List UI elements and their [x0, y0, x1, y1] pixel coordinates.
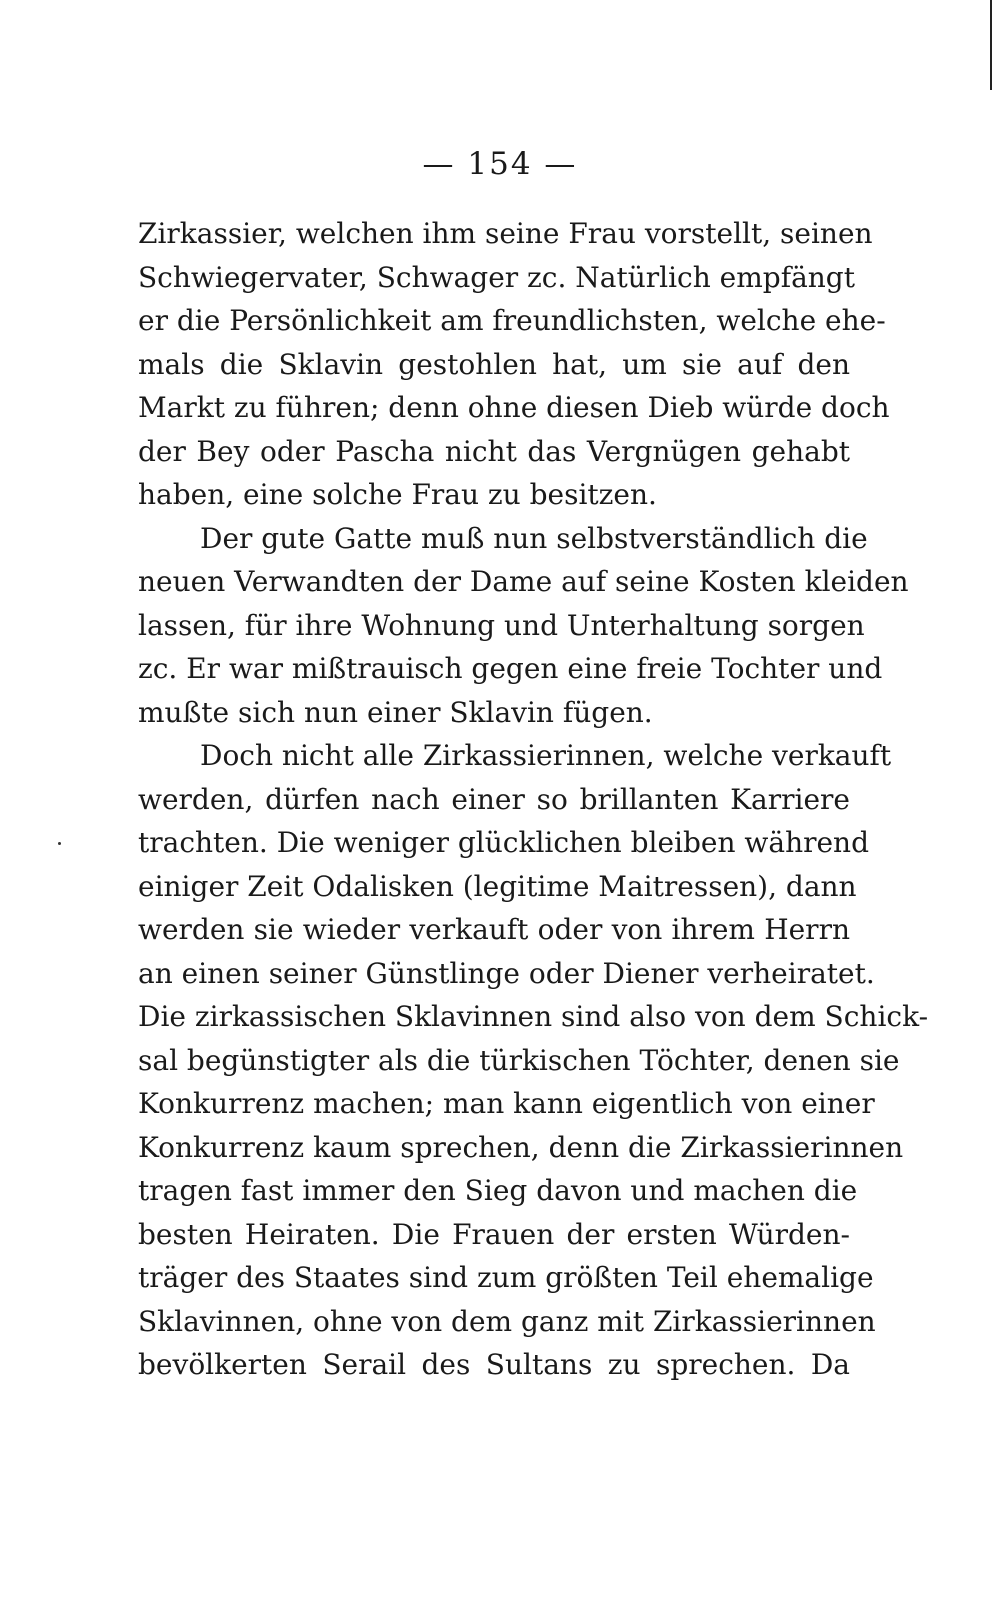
text-line: neuen Verwandten der Dame auf seine Kosten kleiden [138, 565, 909, 598]
text-line: Markt zu führen; denn ohne diesen Dieb würde doch [138, 391, 890, 424]
text-line: werden, dürfen nach einer so brillanten Karriere [138, 782, 850, 816]
text-line: besten Heiraten. Die Frauen der ersten Würden- [138, 1217, 850, 1251]
text-line: Der gute Gatte muß nun selbstverständlich die [200, 521, 868, 555]
text-line: der Bey oder Pascha nicht das Vergnügen gehabt [138, 434, 850, 468]
text-line: an einen seiner Günstlinge oder Diener verheiratet. [138, 956, 875, 990]
text-line: lassen, für ihre Wohnung und Unterhaltung sorgen [138, 608, 865, 642]
text-line: haben, eine solche Frau zu besitzen. [138, 478, 657, 511]
text-line: sal begünstigter als die türkischen Töchter, denen sie [138, 1043, 900, 1077]
text-line: Doch nicht alle Zirkassierinnen, welche verkauft [200, 739, 892, 772]
text-line: Schwiegervater, Schwager zc. Natürlich empfängt [138, 260, 855, 294]
text-line: Die zirkassischen Sklavinnen sind also von dem Schick- [138, 1000, 929, 1033]
text-line: werden sie wieder verkauft oder von ihrem Herrn [138, 913, 850, 946]
text-line: mußte sich nun einer Sklavin fügen. [138, 695, 653, 729]
text-line: er die Persönlichkeit am freundlichsten, welche ehe- [138, 304, 886, 337]
text-line: Konkurrenz kaum sprechen, denn die Zirkassierinnen [138, 1130, 904, 1164]
text-line: bevölkerten Serail des Sultans zu sprechen. Da [138, 1348, 850, 1381]
text-line: einiger Zeit Odalisken (legitime Maitressen), dann [138, 869, 857, 903]
page-edge-mark [990, 0, 992, 90]
text-line: Zirkassier, welchen ihm seine Frau vorstellt, seinen [138, 217, 873, 250]
text-line: mals die Sklavin gestohlen hat, um sie auf den [138, 347, 850, 381]
text-line: Sklavinnen, ohne von dem ganz mit Zirkassierinnen [138, 1304, 876, 1338]
text-line: Konkurrenz machen; man kann eigentlich von einer [138, 1087, 875, 1120]
ink-speck [58, 842, 61, 845]
text-line: träger des Staates sind zum größten Teil ehemalige [138, 1261, 874, 1294]
text-line: trachten. Die weniger glücklichen bleiben während [138, 826, 870, 859]
page-number: — 154 — [422, 146, 578, 182]
body-text [138, 212, 929, 1387]
text-line: tragen fast immer den Sieg davon und machen die [138, 1174, 858, 1207]
text-line: zc. Er war mißtrauisch gegen eine freie Tochter und [138, 652, 883, 685]
